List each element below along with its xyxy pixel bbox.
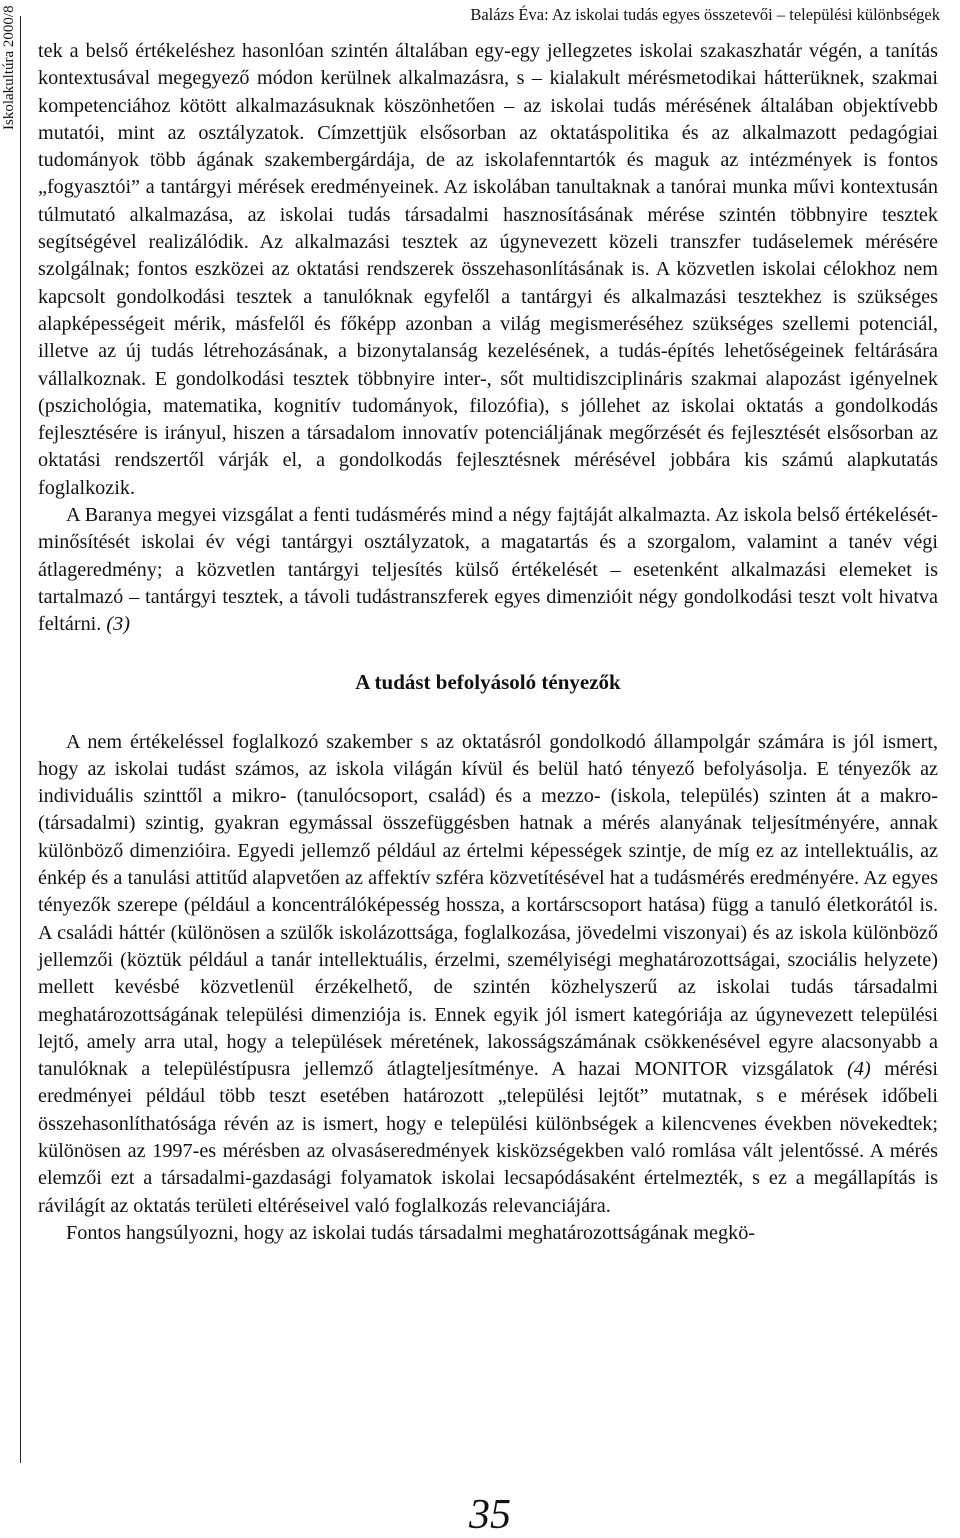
body-paragraph-3-text-b: mérési eredményei például több teszt esetében határozott „települési lejtőt” mutatnak, s e mérések időbeli összehasonlíthatósága révén az is ismert, hogy e települési különbségek a kilencvenes években növekedtek; különösen az 1997-es mérésben az olvasáseredmények kisközségekben való romlása vált jelentőssé. A mérés elemzői ezt a társadalmi-gazdasági folyamatok iskolai lecsapódásaként értelmezték, s ez a megállapítás is rávilágít az oktatás területi eltéréseivel való foglalkozás relevanciájára. [38, 1058, 938, 1217]
body-paragraph-4: Fontos hangsúlyozni, hogy az iskolai tudás társadalmi meghatározottságának megkö- [66, 1221, 756, 1244]
reference-marker-4: (4) [847, 1058, 871, 1081]
section-heading: A tudást befolyásoló tényezők [355, 669, 621, 694]
body-paragraph-3 [38, 729, 938, 1220]
running-header: Balázs Éva: Az iskolai tudás egyes összetevői – települési különbségek [470, 5, 940, 24]
journal-side-label: Iskolakultúra 2000/8 [1, 5, 17, 130]
body-paragraph-2-text: A Baranya megyei vizsgálat a fenti tudásmérés mind a négy fajtáját alkalmazta. Az iskola belső értékelését-minősítését iskolai év végi tantárgyi osztályzatok, a magatartás és a szorgalom, valamint a tanév végi átlageredmény; a közvetlen tantárgyi teljesítés külső értékelését – esetenként alkalmazási elemeket is tartalmazó – tantárgyi tesztek, a távoli tudástranszferek egyes dimenzióit négy gondolkodási teszt volt hivatva feltárni. [38, 504, 938, 636]
reference-marker-3: (3) [106, 613, 130, 636]
body-paragraph-3-text-a: A nem értékeléssel foglalkozó szakember s az oktatásról gondolkodó állampolgár számára is jól ismert, hogy az iskolai tudást számos, az iskola világán kívül és belül ható tényező befolyásolja. E tényezők az individuális szinttől a mikro- (tanulócsoport, család) és a mezzo- (iskola, település) szinten át a makro- (társadalmi) szintig, gyakran egymással összefüggésben hatnak a mérés alanyának teljesítményére, annak különböző dimenzióira. Egyedi jellemző például az értelmi képességek szintje, de míg ez az intellektuális, az énkép és a tanulási attitűd alapvetően az affektív szféra közvetítésével hat a tudásmérés eredményére. Az egyes tényezők szerepe (például a koncentrálóképesség hossza, a kortárscsoport hatása) függ a tanuló életkorától is. A családi háttér (különösen a szülők iskolázottsága, foglalkozása, jövedelmi viszonyai) és az iskola különböző jellemzői (köztük például a tanár intellektuális, érzelmi, személyiségi meghatározottságai, szociális helyzete) mellett kevésbé közvetlenül érzékelhető, de szintén közhelyszerű az iskolai tudás társadalmi meghatározottságának települési dimenziója is. Ennek egyik jól ismert kategóriája az úgynevezett települési lejtő, amely arra utal, hogy a települések méretének, lakosságszámának csökkenésével egyre alacsonyabb a tanulóknak a településtípusra jellemző átlagteljesítménye. A hazai MONITOR vizsgálatok [38, 730, 938, 1081]
side-rule [20, 16, 21, 1463]
body-paragraph-1: tek a belső értékeléshez hasonlóan szintén általában egy-egy jellegzetes iskolai szakaszhatár végén, a tanítás kontextusával megegyező módon kerülnek alkalmazásra, s – kialakult mérésmetodikai hátterüknek, szakmai kompetenciához kötött alkalmazásuknak köszönhetően – az iskolai tudás mérésének általában objektívebb mutatói, mint az osztályzatok. Címzettjük elsősorban az oktatáspolitika és az alkalmazott pedagógiai tudományok több ágának szakembergárdája, de az iskolafenntartók és maguk az intézmények is fontos „fogyasztói” a tantárgyi mérések eredményeinek. Az iskolában tanultaknak a tanórai munka művi kontextusán túlmutató alkalmazása, az iskolai tudás társadalmi hasznosításának mérése szintén többnyire tesztek segítségével realizálódik. Az alkalmazási tesztek az úgynevezett közeli transzfer tudáselemek mérésére szolgálnak; fontos eszközei az oktatási rendszerek összehasonlításának is. A közvetlen iskolai célokhoz nem kapcsolt gondolkodási tesztek a tanulóknak egyfelől a tantárgyi és alkalmazási tesztekhez is szükséges alapképességeit mérik, másfelől és főképp azonban a világ megismeréséhez szükséges szellemi potenciál, illetve az új tudás létrehozásának, a bizonytalanság kezelésének, a tudás-építés lehetőségeinek feltárására vállalkoznak. E gondolkodási tesztek többnyire inter-, sőt multidiszciplináris szakmai alapozást igényelnek (pszichológia, matematika, kognitív tudományok, filozófia), s jóllehet az iskolai oktatás a gondolkodás fejlesztésére is irányul, hiszen a társadalom innovatív potenciáljának megőrzését és fejlesztését elsősorban az oktatási rendszertől várják el, a gondolkodás fejlesztésnek mérésével jobbára kis számú alapkutatás foglalkozik. [38, 40, 938, 499]
body-paragraph-2 [38, 502, 938, 638]
article-body [38, 38, 938, 1247]
page-number: 35 [469, 1492, 511, 1538]
